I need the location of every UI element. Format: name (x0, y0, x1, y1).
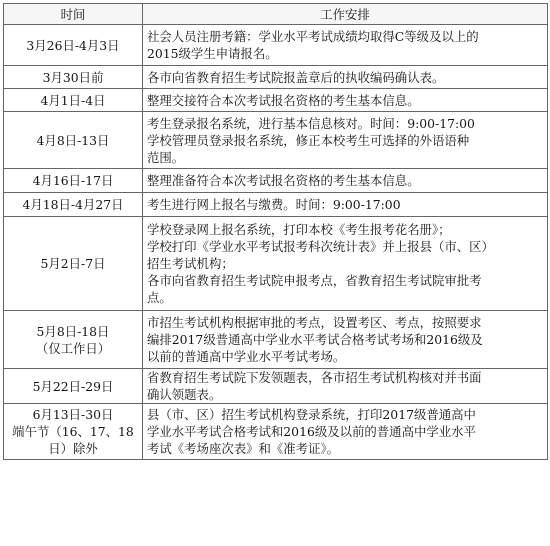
table-row (4, 404, 548, 460)
task-text: 学校登录网上报名系统，打印本校《考生报考花名册》； (147, 222, 451, 237)
time-cell (4, 311, 143, 369)
task-text: 各市向省教育招生考试院报盖章后的执收编码确认表。 (147, 69, 445, 85)
task-text: 考试《考场座次表》和《准考证》。 (147, 441, 340, 456)
task-cell (143, 311, 548, 369)
task-cell (143, 193, 548, 217)
task-cell (143, 217, 548, 311)
table-row (4, 169, 548, 193)
task-text: 各市向省教育招生考试院申报考点，省教育招生考试院审批考 (147, 273, 482, 288)
task-text: 考生登录报名系统，进行基本信息核对。时间：9:00-17:00 (147, 115, 475, 131)
task-text: 学校打印《学业水平考试报考科次统计表》并上报县（市、区） (147, 239, 494, 254)
task-text: 招生考试机构； (147, 256, 234, 271)
task-text: 考生进行网上报名与缴费。时间：9:00-17:00 (147, 197, 401, 212)
task-text: 省教育招生考试院下发领题表，各市招生考试机构核对并书面 (147, 370, 482, 385)
table-row (4, 217, 548, 311)
table-row (4, 193, 548, 217)
time-text: 3月26日-4月3日 (26, 37, 120, 53)
time-cell (4, 217, 143, 311)
task-cell (143, 169, 548, 193)
task-text: 编排2017级普通高中学业水平考试合格考试考场和2016级及 (147, 332, 483, 347)
time-text: 4月1日-4日 (40, 92, 106, 108)
task-text: 确认领题表。 (147, 387, 222, 402)
schedule-table (3, 3, 548, 460)
table-row (4, 311, 548, 369)
time-cell (4, 193, 143, 217)
time-text: （仅工作日） (35, 340, 111, 356)
time-text: 4月16日-17日 (32, 173, 114, 188)
time-cell (4, 369, 143, 404)
task-text: 范围。 (147, 149, 185, 165)
task-text: 市招生考试机构根据审批的考点，设置考区、考点，按照要求 (147, 315, 482, 330)
task-text: 整理交接符合本次考试报名资格的考生基本信息。 (147, 92, 420, 108)
task-cell (143, 25, 548, 66)
time-text: 5月22日-29日 (32, 378, 114, 394)
task-cell (143, 66, 548, 89)
task-text: 以前的普通高中学业水平考试考场。 (147, 349, 346, 364)
time-text: 4月8日-13日 (36, 132, 110, 148)
time-text: 4月18日-4月27日 (22, 197, 124, 212)
task-cell (143, 369, 548, 404)
task-text: 2015级学生申请报名。 (147, 46, 278, 61)
time-text: 6月13日-30日 (32, 407, 114, 422)
task-cell (143, 89, 548, 112)
task-cell (143, 404, 548, 460)
table-row (4, 66, 548, 89)
task-text: 县（市、区）招生考试机构登录系统，打印2017级普通高中 (147, 407, 476, 422)
time-cell (4, 112, 143, 169)
task-text: 点。 (147, 290, 172, 305)
time-cell (4, 169, 143, 193)
table-row (4, 25, 548, 66)
task-cell (143, 112, 548, 169)
time-text: 3月30日前 (42, 69, 104, 85)
task-text: 学校管理员登录报名系统，修正本校考生可选择的外语语种 (147, 132, 470, 148)
task-text: 整理准备符合本次考试报名资格的考生基本信息。 (147, 173, 420, 188)
time-text: 日）除外 (48, 441, 98, 456)
task-text: 学业水平考试合格考试和2016级及以前的普通高中学业水平 (147, 424, 476, 439)
time-text: 5月8日-18日 (36, 323, 110, 339)
header-task: 工作安排 (143, 4, 548, 25)
task-text: 社会人员注册考籍：学业水平考试成绩均取得C等级及以上的 (147, 29, 479, 44)
time-cell (4, 66, 143, 89)
header-time: 时间 (4, 4, 143, 25)
table-row (4, 89, 548, 112)
table-body (4, 25, 548, 460)
table-row (4, 112, 548, 169)
time-cell (4, 404, 143, 460)
header-row (4, 4, 548, 25)
time-cell (4, 89, 143, 112)
time-text: 5月2日-7日 (40, 256, 106, 271)
time-text: 端午节（16、17、18 (12, 424, 134, 439)
time-cell (4, 25, 143, 66)
table-row (4, 369, 548, 404)
